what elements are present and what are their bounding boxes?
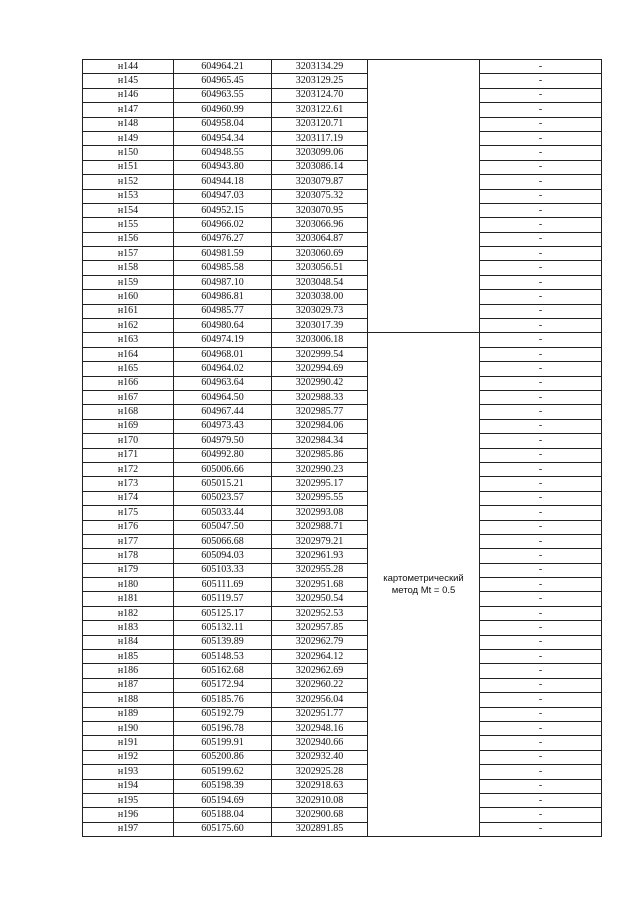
point-id-cell: н184 (83, 635, 174, 649)
y-coordinate-cell: 3202984.34 (272, 434, 368, 448)
table-row (83, 362, 602, 376)
point-id-cell: н146 (83, 88, 174, 102)
note-cell: - (480, 117, 602, 131)
table-row (83, 707, 602, 721)
table-row (83, 333, 602, 347)
x-coordinate-cell: 605023.57 (174, 491, 272, 505)
point-id-cell: н166 (83, 376, 174, 390)
point-id-cell: н177 (83, 534, 174, 548)
y-coordinate-cell: 3202999.54 (272, 347, 368, 361)
point-id-cell: н188 (83, 693, 174, 707)
note-cell: - (480, 534, 602, 548)
y-coordinate-cell: 3203086.14 (272, 160, 368, 174)
point-id-cell: н170 (83, 434, 174, 448)
y-coordinate-cell: 3203070.95 (272, 203, 368, 217)
note-cell: - (480, 736, 602, 750)
table-row (83, 693, 602, 707)
y-coordinate-cell: 3202952.53 (272, 606, 368, 620)
point-id-cell: н155 (83, 218, 174, 232)
note-cell: - (480, 678, 602, 692)
note-cell: - (480, 462, 602, 476)
note-cell: - (480, 275, 602, 289)
x-coordinate-cell: 605047.50 (174, 520, 272, 534)
note-cell: - (480, 390, 602, 404)
y-coordinate-cell: 3203017.39 (272, 319, 368, 333)
table-row (83, 779, 602, 793)
table-row (83, 592, 602, 606)
x-coordinate-cell: 604973.43 (174, 419, 272, 433)
note-cell: - (480, 347, 602, 361)
note-cell: - (480, 664, 602, 678)
x-coordinate-cell: 605172.94 (174, 678, 272, 692)
x-coordinate-cell: 605185.76 (174, 693, 272, 707)
y-coordinate-cell: 3202918.63 (272, 779, 368, 793)
y-coordinate-cell: 3202900.68 (272, 808, 368, 822)
point-id-cell: н153 (83, 189, 174, 203)
y-coordinate-cell: 3202956.04 (272, 693, 368, 707)
y-coordinate-cell: 3202990.42 (272, 376, 368, 390)
table-row (83, 304, 602, 318)
table-row (83, 60, 602, 74)
note-cell: - (480, 146, 602, 160)
y-coordinate-cell: 3202932.40 (272, 750, 368, 764)
y-coordinate-cell: 3202964.12 (272, 650, 368, 664)
table-row (83, 635, 602, 649)
x-coordinate-cell: 604963.55 (174, 88, 272, 102)
point-id-cell: н179 (83, 563, 174, 577)
point-id-cell: н196 (83, 808, 174, 822)
y-coordinate-cell: 3202990.23 (272, 462, 368, 476)
table-row (83, 434, 602, 448)
note-cell: - (480, 434, 602, 448)
point-id-cell: н189 (83, 707, 174, 721)
x-coordinate-cell: 605103.33 (174, 563, 272, 577)
note-cell: - (480, 707, 602, 721)
x-coordinate-cell: 605199.62 (174, 765, 272, 779)
point-id-cell: н151 (83, 160, 174, 174)
x-coordinate-cell: 605194.69 (174, 793, 272, 807)
y-coordinate-cell: 3203075.32 (272, 189, 368, 203)
x-coordinate-cell: 604979.50 (174, 434, 272, 448)
x-coordinate-cell: 604980.64 (174, 319, 272, 333)
note-cell: - (480, 793, 602, 807)
point-id-cell: н167 (83, 390, 174, 404)
table-row (83, 822, 602, 836)
y-coordinate-cell: 3203038.00 (272, 290, 368, 304)
point-id-cell: н163 (83, 333, 174, 347)
x-coordinate-cell: 604952.15 (174, 203, 272, 217)
note-cell: - (480, 203, 602, 217)
note-cell: - (480, 491, 602, 505)
table-row (83, 650, 602, 664)
point-id-cell: н149 (83, 131, 174, 145)
table-row (83, 290, 602, 304)
y-coordinate-cell: 3202960.22 (272, 678, 368, 692)
note-cell: - (480, 333, 602, 347)
note-cell: - (480, 750, 602, 764)
note-cell: - (480, 218, 602, 232)
y-coordinate-cell: 3202950.54 (272, 592, 368, 606)
table-row (83, 448, 602, 462)
y-coordinate-cell: 3203120.71 (272, 117, 368, 131)
x-coordinate-cell: 604968.01 (174, 347, 272, 361)
table-row (83, 606, 602, 620)
point-id-cell: н183 (83, 621, 174, 635)
point-id-cell: н161 (83, 304, 174, 318)
table-row (83, 261, 602, 275)
note-cell: - (480, 362, 602, 376)
x-coordinate-cell: 604985.58 (174, 261, 272, 275)
table-row (83, 520, 602, 534)
table-row (83, 88, 602, 102)
point-id-cell: н144 (83, 60, 174, 74)
note-cell: - (480, 606, 602, 620)
table-row (83, 491, 602, 505)
note-cell: - (480, 304, 602, 318)
point-id-cell: н152 (83, 175, 174, 189)
table-row (83, 275, 602, 289)
y-coordinate-cell: 3203117.19 (272, 131, 368, 145)
table-row (83, 131, 602, 145)
coordinates-table (82, 59, 602, 837)
note-cell: - (480, 721, 602, 735)
table-row (83, 319, 602, 333)
y-coordinate-cell: 3203029.73 (272, 304, 368, 318)
point-id-cell: н164 (83, 347, 174, 361)
note-cell: - (480, 261, 602, 275)
x-coordinate-cell: 604992.80 (174, 448, 272, 462)
note-cell: - (480, 765, 602, 779)
note-cell: - (480, 175, 602, 189)
coordinates-table-body (83, 60, 602, 837)
table-row (83, 117, 602, 131)
x-coordinate-cell: 604943.80 (174, 160, 272, 174)
note-cell: - (480, 88, 602, 102)
table-row (83, 477, 602, 491)
table-row (83, 664, 602, 678)
y-coordinate-cell: 3202940.66 (272, 736, 368, 750)
y-coordinate-cell: 3203099.06 (272, 146, 368, 160)
x-coordinate-cell: 605125.17 (174, 606, 272, 620)
note-cell: - (480, 103, 602, 117)
y-coordinate-cell: 3203066.96 (272, 218, 368, 232)
y-coordinate-cell: 3203134.29 (272, 60, 368, 74)
point-id-cell: н176 (83, 520, 174, 534)
x-coordinate-cell: 605200.86 (174, 750, 272, 764)
note-cell: - (480, 160, 602, 174)
table-row (83, 419, 602, 433)
x-coordinate-cell: 605188.04 (174, 808, 272, 822)
note-cell: - (480, 549, 602, 563)
table-row (83, 390, 602, 404)
table-row (83, 376, 602, 390)
point-id-cell: н168 (83, 405, 174, 419)
point-id-cell: н165 (83, 362, 174, 376)
note-cell: - (480, 635, 602, 649)
x-coordinate-cell: 605196.78 (174, 721, 272, 735)
x-coordinate-cell: 604981.59 (174, 247, 272, 261)
y-coordinate-cell: 3203048.54 (272, 275, 368, 289)
y-coordinate-cell: 3203124.70 (272, 88, 368, 102)
point-id-cell: н159 (83, 275, 174, 289)
x-coordinate-cell: 605148.53 (174, 650, 272, 664)
x-coordinate-cell: 605198.39 (174, 779, 272, 793)
table-row (83, 247, 602, 261)
table-row (83, 189, 602, 203)
y-coordinate-cell: 3202985.86 (272, 448, 368, 462)
y-coordinate-cell: 3202993.08 (272, 506, 368, 520)
y-coordinate-cell: 3203056.51 (272, 261, 368, 275)
x-coordinate-cell: 605066.68 (174, 534, 272, 548)
table-row (83, 405, 602, 419)
table-row (83, 765, 602, 779)
point-id-cell: н160 (83, 290, 174, 304)
y-coordinate-cell: 3202988.33 (272, 390, 368, 404)
x-coordinate-cell: 605132.11 (174, 621, 272, 635)
x-coordinate-cell: 604944.18 (174, 175, 272, 189)
x-coordinate-cell: 605192.79 (174, 707, 272, 721)
y-coordinate-cell: 3202984.06 (272, 419, 368, 433)
x-coordinate-cell: 605199.91 (174, 736, 272, 750)
point-id-cell: н187 (83, 678, 174, 692)
y-coordinate-cell: 3202985.77 (272, 405, 368, 419)
x-coordinate-cell: 605162.68 (174, 664, 272, 678)
y-coordinate-cell: 3202995.17 (272, 477, 368, 491)
y-coordinate-cell: 3202962.69 (272, 664, 368, 678)
y-coordinate-cell: 3203006.18 (272, 333, 368, 347)
y-coordinate-cell: 3203129.25 (272, 74, 368, 88)
x-coordinate-cell: 605015.21 (174, 477, 272, 491)
x-coordinate-cell: 604964.02 (174, 362, 272, 376)
point-id-cell: н195 (83, 793, 174, 807)
point-id-cell: н194 (83, 779, 174, 793)
table-row (83, 103, 602, 117)
table-row (83, 534, 602, 548)
method-note: картометрический метод Mt = 0.5 (383, 572, 464, 596)
note-cell: - (480, 650, 602, 664)
x-coordinate-cell: 604974.19 (174, 333, 272, 347)
y-coordinate-cell: 3202951.68 (272, 578, 368, 592)
x-coordinate-cell: 604965.45 (174, 74, 272, 88)
x-coordinate-cell: 604964.50 (174, 390, 272, 404)
note-cell: - (480, 319, 602, 333)
point-id-cell: н173 (83, 477, 174, 491)
note-cell: - (480, 779, 602, 793)
x-coordinate-cell: 604985.77 (174, 304, 272, 318)
y-coordinate-cell: 3202951.77 (272, 707, 368, 721)
table-row (83, 203, 602, 217)
method-cell-empty (368, 60, 480, 333)
y-coordinate-cell: 3203079.87 (272, 175, 368, 189)
x-coordinate-cell: 604958.04 (174, 117, 272, 131)
point-id-cell: н174 (83, 491, 174, 505)
table-row (83, 347, 602, 361)
note-cell: - (480, 405, 602, 419)
point-id-cell: н147 (83, 103, 174, 117)
table-row (83, 506, 602, 520)
note-cell: - (480, 376, 602, 390)
x-coordinate-cell: 604967.44 (174, 405, 272, 419)
y-coordinate-cell: 3202961.93 (272, 549, 368, 563)
note-cell: - (480, 621, 602, 635)
note-cell: - (480, 477, 602, 491)
point-id-cell: н169 (83, 419, 174, 433)
table-row (83, 218, 602, 232)
y-coordinate-cell: 3203060.69 (272, 247, 368, 261)
x-coordinate-cell: 604947.03 (174, 189, 272, 203)
point-id-cell: н156 (83, 232, 174, 246)
x-coordinate-cell: 605111.69 (174, 578, 272, 592)
note-cell: - (480, 189, 602, 203)
note-cell: - (480, 520, 602, 534)
x-coordinate-cell: 605033.44 (174, 506, 272, 520)
x-coordinate-cell: 604964.21 (174, 60, 272, 74)
table-row (83, 808, 602, 822)
table-row (83, 160, 602, 174)
point-id-cell: н154 (83, 203, 174, 217)
point-id-cell: н186 (83, 664, 174, 678)
x-coordinate-cell: 605139.89 (174, 635, 272, 649)
point-id-cell: н145 (83, 74, 174, 88)
note-cell: - (480, 693, 602, 707)
point-id-cell: н148 (83, 117, 174, 131)
y-coordinate-cell: 3203122.61 (272, 103, 368, 117)
note-cell: - (480, 131, 602, 145)
y-coordinate-cell: 3202910.08 (272, 793, 368, 807)
table-row (83, 74, 602, 88)
point-id-cell: н182 (83, 606, 174, 620)
point-id-cell: н191 (83, 736, 174, 750)
x-coordinate-cell: 605175.60 (174, 822, 272, 836)
table-row (83, 146, 602, 160)
table-row (83, 621, 602, 635)
point-id-cell: н192 (83, 750, 174, 764)
table-row (83, 175, 602, 189)
x-coordinate-cell: 604986.81 (174, 290, 272, 304)
point-id-cell: н175 (83, 506, 174, 520)
point-id-cell: н190 (83, 721, 174, 735)
note-cell: - (480, 60, 602, 74)
point-id-cell: н185 (83, 650, 174, 664)
y-coordinate-cell: 3202925.28 (272, 765, 368, 779)
note-cell: - (480, 506, 602, 520)
x-coordinate-cell: 604948.55 (174, 146, 272, 160)
table-row (83, 793, 602, 807)
note-cell: - (480, 232, 602, 246)
x-coordinate-cell: 604966.02 (174, 218, 272, 232)
x-coordinate-cell: 604954.34 (174, 131, 272, 145)
table-row (83, 736, 602, 750)
table-row (83, 578, 602, 592)
table-row (83, 721, 602, 735)
x-coordinate-cell: 604963.64 (174, 376, 272, 390)
point-id-cell: н171 (83, 448, 174, 462)
point-id-cell: н157 (83, 247, 174, 261)
x-coordinate-cell: 605094.03 (174, 549, 272, 563)
table-row (83, 678, 602, 692)
note-cell: - (480, 419, 602, 433)
y-coordinate-cell: 3202955.28 (272, 563, 368, 577)
x-coordinate-cell: 605119.57 (174, 592, 272, 606)
x-coordinate-cell: 604987.10 (174, 275, 272, 289)
table-row (83, 563, 602, 577)
note-cell: - (480, 822, 602, 836)
x-coordinate-cell: 604960.99 (174, 103, 272, 117)
point-id-cell: н158 (83, 261, 174, 275)
point-id-cell: н181 (83, 592, 174, 606)
point-id-cell: н180 (83, 578, 174, 592)
point-id-cell: н178 (83, 549, 174, 563)
table-row (83, 750, 602, 764)
y-coordinate-cell: 3202962.79 (272, 635, 368, 649)
note-cell: - (480, 290, 602, 304)
point-id-cell: н197 (83, 822, 174, 836)
y-coordinate-cell: 3202988.71 (272, 520, 368, 534)
note-cell: - (480, 578, 602, 592)
point-id-cell: н172 (83, 462, 174, 476)
table-row (83, 462, 602, 476)
method-cell (368, 333, 480, 837)
x-coordinate-cell: 605006.66 (174, 462, 272, 476)
table-row (83, 549, 602, 563)
note-cell: - (480, 808, 602, 822)
point-id-cell: н150 (83, 146, 174, 160)
y-coordinate-cell: 3202891.85 (272, 822, 368, 836)
y-coordinate-cell: 3202994.69 (272, 362, 368, 376)
y-coordinate-cell: 3202979.21 (272, 534, 368, 548)
y-coordinate-cell: 3202957.85 (272, 621, 368, 635)
note-cell: - (480, 563, 602, 577)
note-cell: - (480, 448, 602, 462)
y-coordinate-cell: 3203064.87 (272, 232, 368, 246)
table-row (83, 232, 602, 246)
note-cell: - (480, 592, 602, 606)
note-cell: - (480, 247, 602, 261)
point-id-cell: н193 (83, 765, 174, 779)
y-coordinate-cell: 3202995.55 (272, 491, 368, 505)
y-coordinate-cell: 3202948.16 (272, 721, 368, 735)
point-id-cell: н162 (83, 319, 174, 333)
note-cell: - (480, 74, 602, 88)
x-coordinate-cell: 604976.27 (174, 232, 272, 246)
